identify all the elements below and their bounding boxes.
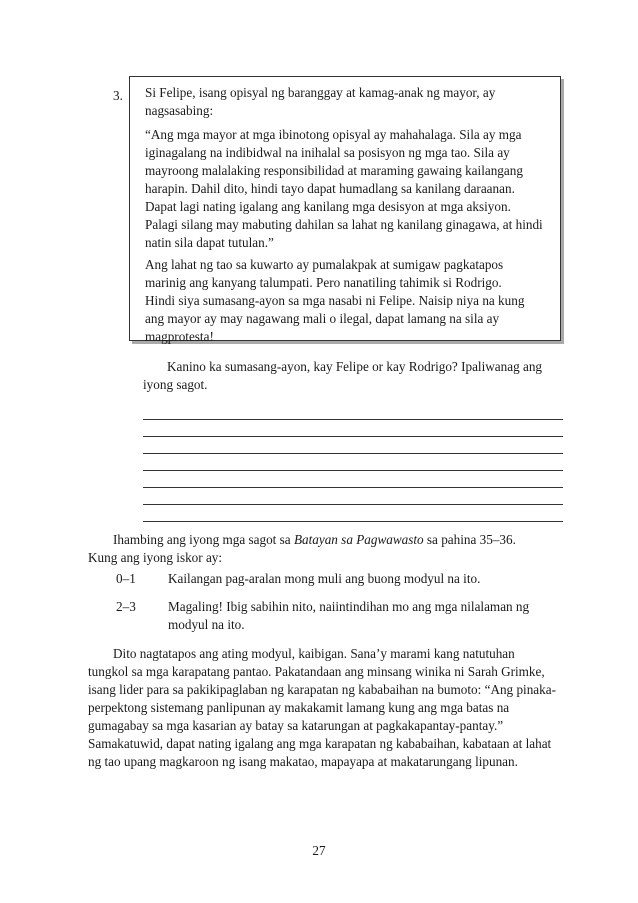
narrative-line: Ang lahat ng tao sa kuwarto ay pumalakpak at sumigaw pagkatapos xyxy=(145,257,504,272)
compare-paragraph xyxy=(88,531,563,567)
answer-line[interactable] xyxy=(143,454,563,471)
closing-line: perpektong sistemang panlipunan ay makakamit lamang kung ang mga batas na xyxy=(88,700,510,715)
closing-paragraph xyxy=(88,645,563,771)
intro-line: Si Felipe, isang opisyal ng baranggay at kamag-anak ng mayor, ay xyxy=(145,85,496,100)
closing-line: gumagabay sa mga kasarian ay batay sa katarungan at pagkakapantay-pantay.” xyxy=(88,718,504,733)
answer-line[interactable] xyxy=(143,471,563,488)
closing-line: Dito nagtatapos ang ating modyul, kaibigan. Sana’y marami kang natutuhan xyxy=(113,646,515,661)
question-line: Kanino ka sumasang-ayon, kay Felipe or kay Rodrigo? Ipaliwanag ang xyxy=(167,359,543,374)
answer-area[interactable] xyxy=(143,403,563,522)
answer-line[interactable] xyxy=(143,420,563,437)
question-line: iyong sagot. xyxy=(143,377,208,392)
narrative-line: Hindi siya sumasang-ayon sa mga nasabi ni Felipe. Naisip niya na kung xyxy=(145,293,525,308)
score-range: 2–3 xyxy=(116,599,136,614)
narrative-line: ang mayor ay may nagawang mali o ilegal, dapat lamang na sila ay xyxy=(145,311,500,326)
compare-before: Ihambing ang iyong mga sagot sa xyxy=(113,532,294,547)
answer-line[interactable] xyxy=(143,403,563,420)
closing-line: ng tao upang magkaroon ng isang makatao, mapayapa at makatarungang lipunan. xyxy=(88,754,518,769)
score-text: modyul na ito. xyxy=(168,617,245,632)
item-number: 3. xyxy=(113,88,123,103)
quote-line: “Ang mga mayor at mga ibinotong opisyal ay mahahalaga. Sila ay mga xyxy=(145,127,522,142)
narrative-line: marinig ang kanyang talumpati. Pero nanatiling tahimik si Rodrigo. xyxy=(145,275,502,290)
answer-line[interactable] xyxy=(143,505,563,522)
closing-line: Samakatuwid, dapat nating igalang ang mga karapatan ng kababaihan, kabataan at lahat xyxy=(88,736,552,751)
answer-line[interactable] xyxy=(143,488,563,505)
quote-line: Palagi silang may mabuting dahilan sa lahat ng kanilang ginagawa, at hindi xyxy=(145,217,543,232)
score-text: Kailangan pag-aralan mong muli ang buong modyul na ito. xyxy=(168,571,481,586)
narrative-line: magprotesta! xyxy=(145,329,214,344)
closing-line: isang lider para sa pakikipaglaban ng karapatan ng kababaihan na bumoto: “Ang pinaka- xyxy=(88,682,556,697)
quote-line: harapin. Dahil dito, hindi tayo dapat humadlang sa kanilang daraanan. xyxy=(145,181,515,196)
quote-line: natin sila dapat tutulan.” xyxy=(145,235,274,250)
score-range: 0–1 xyxy=(116,571,136,586)
compare-after: sa pahina 35–36. xyxy=(423,532,516,547)
page-number: 27 xyxy=(312,843,326,858)
quote-line: Dapat lagi nating igalang ang kanilang mga desisyon at mga aksiyon. xyxy=(145,199,511,214)
closing-line: tungkol sa mga karapatang pantao. Pakatandaan ang minsang winika ni Sarah Grimke, xyxy=(88,664,545,679)
score-text: Magaling! Ibig sabihin nito, naiintindihan mo ang mga nilalaman ng xyxy=(168,599,530,614)
question xyxy=(143,358,563,394)
quote-line: mayroong malalaking responsibilidad at maraming gawaing kailangang xyxy=(145,163,523,178)
intro-line: nagsasabing: xyxy=(145,103,214,118)
answer-key-title: Batayan sa Pagwawasto xyxy=(293,532,424,547)
answer-line[interactable] xyxy=(143,437,563,454)
compare-line: Kung ang iyong iskor ay: xyxy=(88,550,223,565)
quote-line: iginagalang na indibidwal na inihalal sa posisyon ng mga tao. Sila ay xyxy=(145,145,510,160)
scenario-box xyxy=(129,76,561,344)
